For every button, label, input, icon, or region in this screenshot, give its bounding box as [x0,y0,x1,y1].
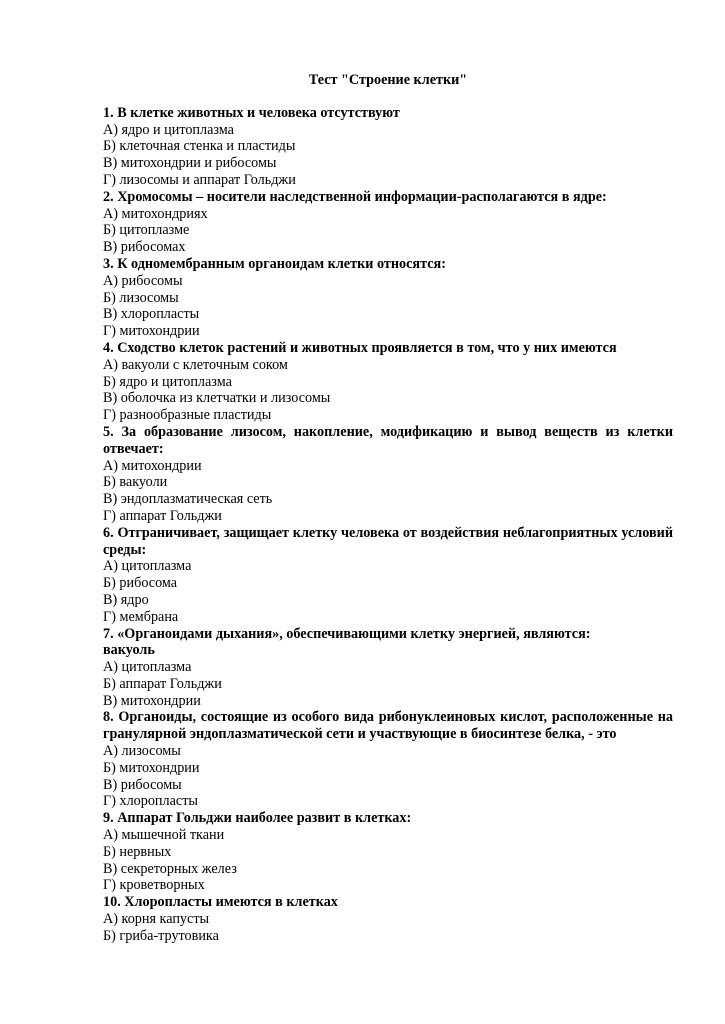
question-text: 3. К одномембранным органоидам клетки относятся: [103,255,446,272]
answer-option: Б) клеточная стенка и пластиды [103,138,296,155]
answer-option: А) вакуоли с клеточным соком [103,356,288,373]
answer-option: В) рибосомы [103,776,182,793]
answer-option: В) рибосомах [103,239,186,256]
question-text: 8. Органоиды, состоящие из особого вида рибонуклеиновых кислот, расположенные на гранулярной эндоплазматической сети и участвующие в биосинтезе белка, - это [103,709,673,743]
question-text: 6. Отграничивает, защищает клетку человека от воздействия неблагоприятных условий среды: [103,524,673,558]
question-7 [103,626,673,710]
question-10 [103,894,673,944]
answer-option: А) цитоплазма [103,558,192,575]
question-text: 4. Сходство клеток растений и животных проявляется в том, что у них имеются [103,339,617,356]
page-title: Тест "Строение клетки" [308,72,468,88]
question-9 [103,810,673,894]
question-text: 2. Хромосомы – носители наследственной информации-располагаются в ядре: [103,188,607,205]
answer-option: В) эндоплазматическая сеть [103,491,273,508]
answer-option: Г) лизосомы и аппарат Гольджи [103,171,296,188]
question-text: 1. В клетке животных и человека отсутствуют [103,104,400,121]
answer-option: А) рибосомы [103,272,183,289]
question-4 [103,340,673,424]
answer-option: Б) лизосомы [103,289,179,306]
answer-option: А) лизосомы [103,743,181,760]
question-8 [103,709,673,810]
answer-option: В) оболочка из клетчатки и лизосомы [103,390,331,407]
answer-option: В) хлоропласты [103,306,200,323]
answer-option: Г) аппарат Гольджи [103,507,222,524]
answer-option: В) секреторных желез [103,860,237,877]
answer-option: Г) хлоропласты [103,793,198,810]
question-5 [103,424,673,525]
answer-option: Б) ядро и цитоплазма [103,373,232,390]
question-3 [103,256,673,340]
answer-option: Б) рибосома [103,575,178,592]
question-text: 7. «Органоидами дыхания», обеспечивающими клетку энергией, являются: [103,625,591,642]
answer-option: Б) аппарат Гольджи [103,675,222,692]
question-2 [103,189,673,256]
answer-option: Б) цитоплазме [103,222,190,239]
answer-option: Г) разнообразные пластиды [103,407,272,424]
answer-option: Б) гриба-трутовика [103,927,219,944]
answer-option: Г) кроветворных [103,877,205,894]
question-text: 10. Хлоропласты имеются в клетках [103,894,338,911]
question-extra-text: вакуоль [103,642,155,659]
question-6 [103,525,673,626]
answer-option: А) митохондриях [103,205,208,222]
answer-option: А) ядро и цитоплазма [103,121,234,138]
question-text: 5. За образование лизосом, накопление, модификацию и вывод веществ из клетки отвечает: [103,423,673,457]
answer-option: Б) нервных [103,843,172,860]
answer-option: А) корня капусты [103,911,210,928]
answer-option: Б) митохондрии [103,759,200,776]
answer-option: В) ядро [103,591,149,608]
answer-option: А) мышечной ткани [103,827,225,844]
answer-option: Г) мембрана [103,608,179,625]
answer-option: Г) митохондрии [103,323,200,340]
question-text: 9. Аппарат Гольджи наиболее развит в клетках: [103,810,412,827]
test-document [103,72,673,945]
answer-option: В) митохондрии [103,692,201,709]
answer-option: А) цитоплазма [103,659,192,676]
question-1 [103,105,673,189]
answer-option: А) митохондрии [103,457,202,474]
answer-option: В) митохондрии и рибосомы [103,155,277,172]
answer-option: Б) вакуоли [103,474,168,491]
